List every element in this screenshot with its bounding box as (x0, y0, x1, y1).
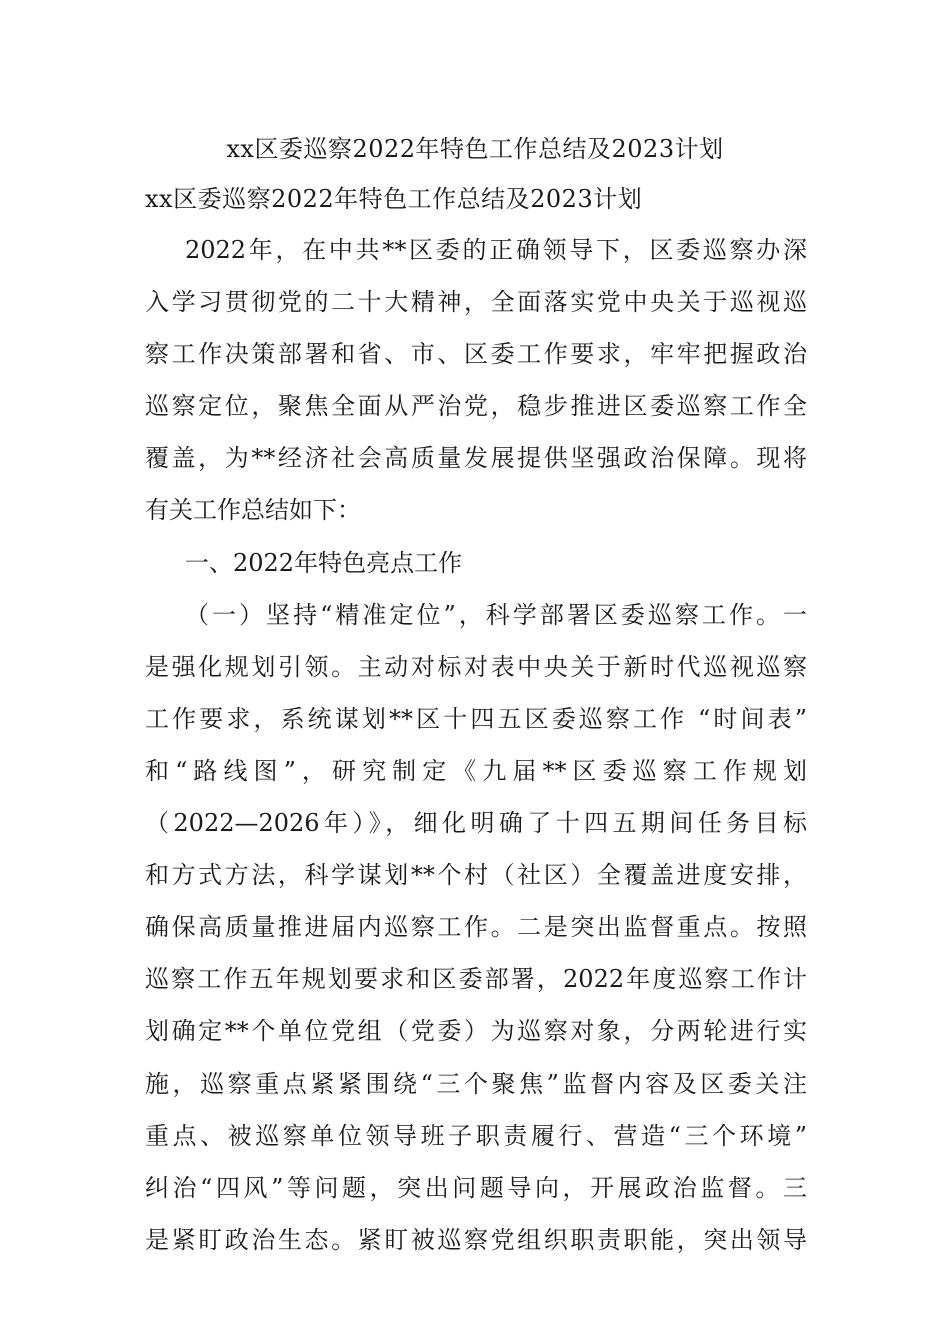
paragraph-line: 巡察工作五年规划要求和区委部署，2022年度巡察工作计 (145, 965, 807, 994)
section-heading: 一、2022年特色亮点工作 (185, 548, 463, 577)
paragraph-line: 划确定**个单位党组（党委）为巡察对象，分两轮进行实 (145, 1017, 807, 1046)
document-subtitle: xx区委巡察2022年特色工作总结及2023计划 (145, 185, 643, 213)
paragraph-line: 确保高质量推进届内巡察工作。二是突出监督重点。按照 (145, 913, 807, 942)
paragraph-line: 2022年，在中共**区委的正确领导下，区委巡察办深 (185, 236, 807, 264)
document-body (145, 232, 807, 1274)
document-title: xx区委巡察2022年特色工作总结及2023计划 (226, 135, 724, 163)
paragraph-line: 和“路线图”，研究制定《九届**区委巡察工作规划 (145, 756, 807, 785)
paragraph-line: （一）坚持“精准定位”，科学部署区委巡察工作。一 (185, 600, 807, 629)
paragraph-line: 和方式方法，科学谋划**个村（社区）全覆盖进度安排， (145, 861, 807, 890)
paragraph-line: 是强化规划引领。主动对标对表中央关于新时代巡视巡察 (145, 652, 807, 681)
paragraph-line: 入学习贯彻党的二十大精神，全面落实党中央关于巡视巡 (145, 288, 807, 317)
paragraph-line: 有关工作总结如下： (145, 496, 361, 525)
paragraph-line: 工作要求，系统谋划**区十四五区委巡察工作 “时间表” (145, 704, 807, 733)
paragraph-line: 是紧盯政治生态。紧盯被巡察党组织职责职能，突出领导 (145, 1225, 807, 1254)
paragraph-line: 重点、被巡察单位领导班子职责履行、营造“三个环境” (145, 1121, 807, 1150)
paragraph-line: 察工作决策部署和省、市、区委工作要求，牢牢把握政治 (145, 340, 807, 369)
paragraph-line: 覆盖，为**经济社会高质量发展提供坚强政治保障。现将 (145, 444, 807, 473)
paragraph-line: （2022—2026年）》，细化明确了十四五期间任务目标 (145, 809, 807, 838)
paragraph-line: 施，巡察重点紧紧围绕“三个聚焦”监督内容及区委关注 (145, 1069, 807, 1098)
paragraph-line: 纠治“四风”等问题，突出问题导向，开展政治监督。三 (145, 1173, 807, 1202)
paragraph-line: 巡察定位，聚焦全面从严治党，稳步推进区委巡察工作全 (145, 392, 807, 421)
